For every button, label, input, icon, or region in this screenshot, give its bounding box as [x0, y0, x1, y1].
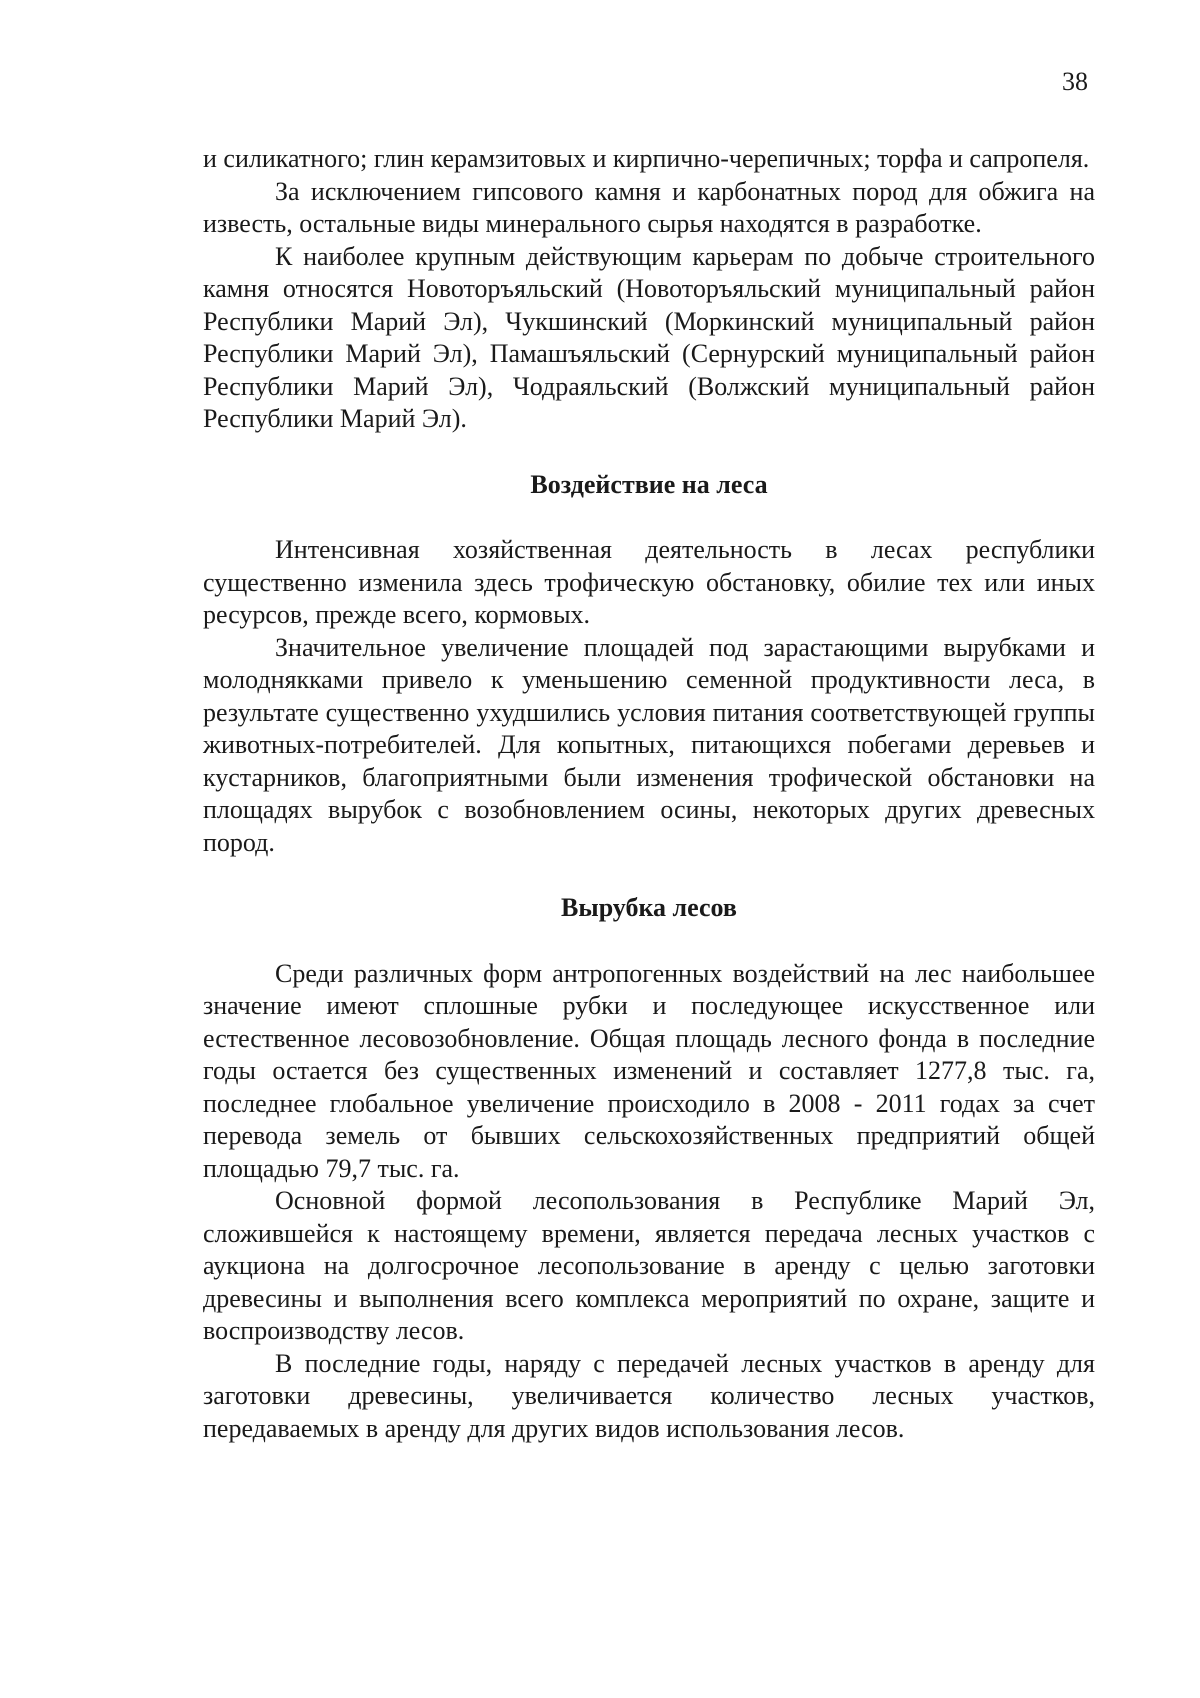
page-number: 38	[1062, 67, 1088, 96]
intro-paragraph-1: и силикатного; глин керамзитовых и кирпично-черепичных; торфа и сапропеля.	[203, 144, 1090, 173]
forest-impact-paragraph-1: Интенсивная хозяйственная деятельность в лесах республики существенно изменила здесь трофическую обстановку, обилие тех или иных ресурсов, прежде всего, кормовых.	[203, 535, 1095, 629]
section-heading-logging: Вырубка лесов	[561, 893, 737, 922]
intro-paragraph-2: За исключением гипсового камня и карбонатных пород для обжига на известь, остальные виды минерального сырья находятся в разработке.	[203, 176, 1095, 238]
logging-paragraph-2: Основной формой лесопользования в Республике Марий Эл, сложившейся к настоящему времени, является передача лесных участков с аукциона на долгосрочное лесопользование в аренду с целью заготовки древесины и выполнения всего комплекса мероприятий по охране, защите и воспроизводству лесов.	[203, 1186, 1095, 1345]
logging-paragraph-3: В последние годы, наряду с передачей лесных участков в аренду для заготовки древесины, увеличивается количество лесных участков, передаваемых в аренду для других видов использования лесов.	[203, 1348, 1095, 1443]
logging-paragraph-1: Среди различных форм антропогенных воздействий на лес наибольшее значение имеют сплошные рубки и последующее искусственное или естественное лесовозобновление. Общая площадь лесного фонда в последние годы остается без существенных изменений и составляет 1277,8 тыс. га, последнее глобальное увеличение происходило в 2008 - 2011 годах за счет перевода земель от бывших сельскохозяйственных предприятий общей площадью 79,7 тыс. га.	[203, 958, 1095, 1183]
spacer	[203, 859, 1095, 892]
forest-impact-paragraph-2: Значительное увеличение площадей под зарастающими вырубками и молоднякками привело к уменьшению семенной продуктивности леса, в результате существенно ухудшились условия питания соответствующей группы животных-потребителей. Для копытных, питающихся побегами деревьев и кустарников, благоприятными были изменения трофической обстановки на площадях вырубок с возобновлением осины, некоторых других древесных пород.	[203, 632, 1095, 857]
spacer	[203, 501, 1095, 534]
page-content	[203, 143, 1095, 1445]
spacer	[203, 925, 1095, 958]
spacer	[203, 436, 1095, 469]
section-heading-forest-impact: Воздействие на леса	[530, 469, 768, 499]
intro-paragraph-3: К наиболее крупным действующим карьерам по добыче строительного камня относятся Новоторъяльский (Новоторъяльский муниципальный район Республики Марий Эл), Чукшинский (Моркинский муниципальный район Республики Марий Эл), Памашъяльский (Сернурский муниципальный район Республики Марий Эл), Чодраяльский (Волжский муниципальный район Республики Марий Эл).	[203, 241, 1095, 433]
